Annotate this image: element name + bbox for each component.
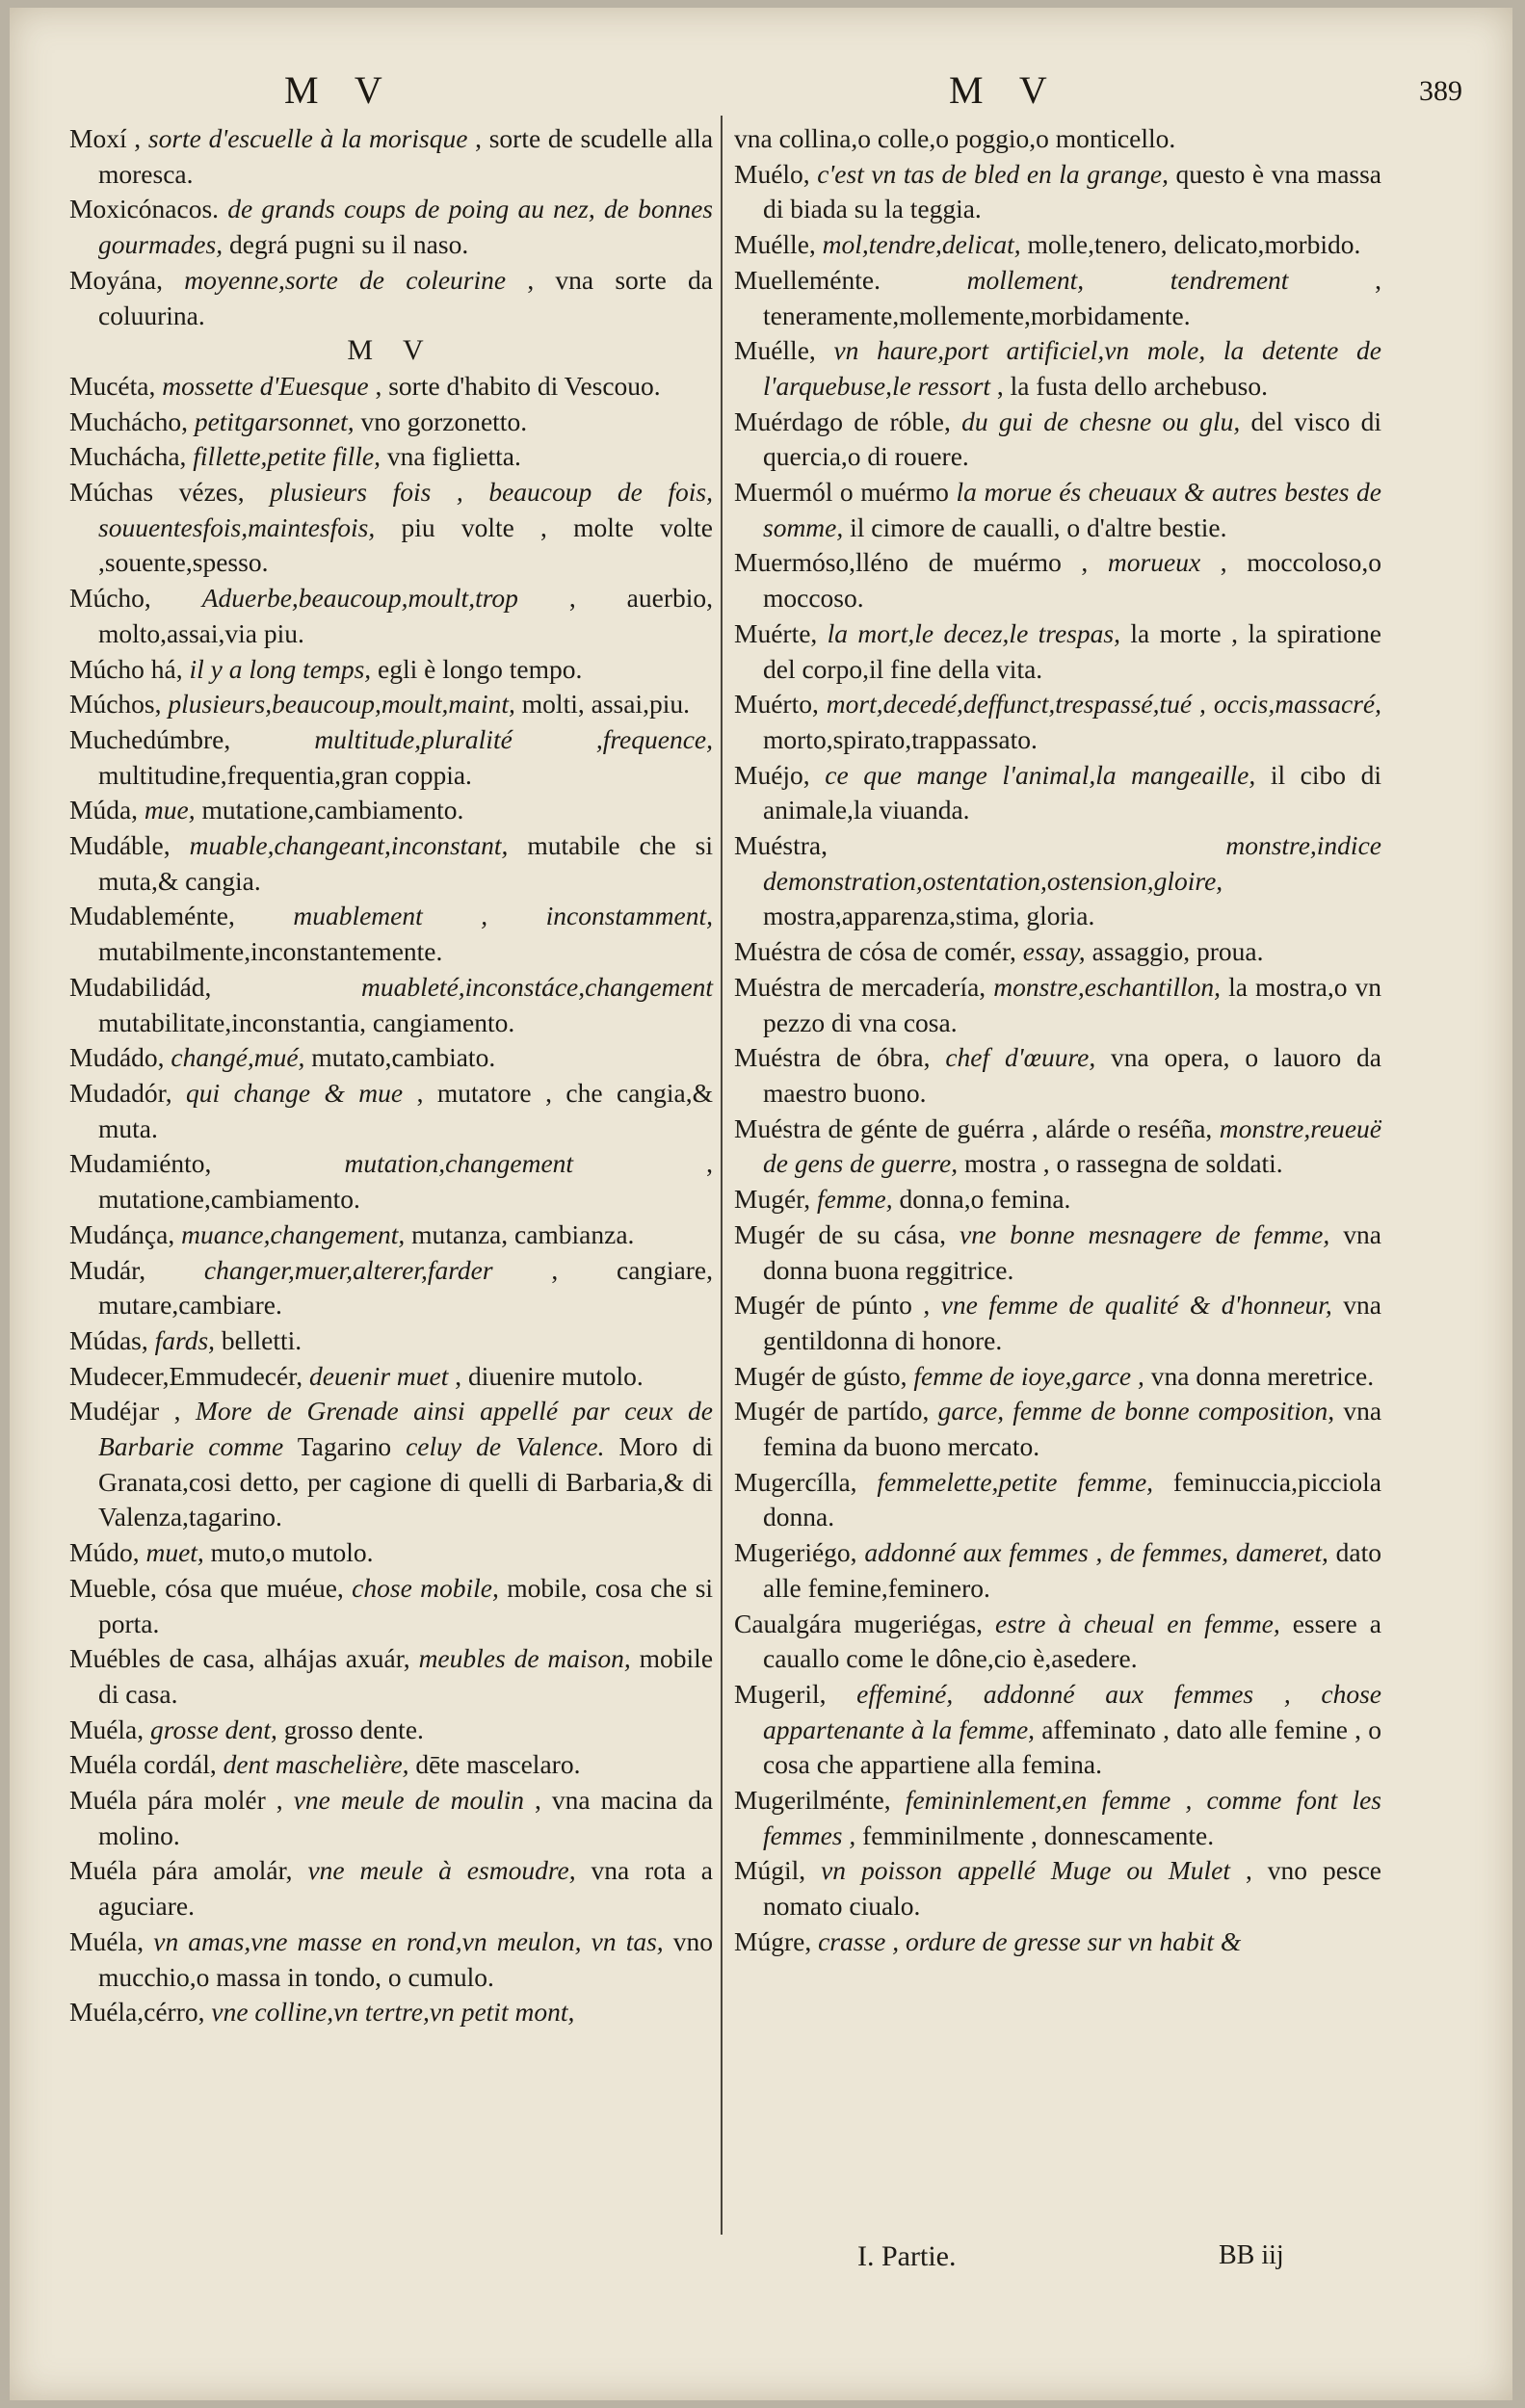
entry-italian: mutato,cambiato. <box>311 1042 496 1073</box>
entry-french: vn amas,vne masse en rond,vn meulon, vn tas, <box>153 1925 664 1956</box>
entry-italian: , mutatore , che cangia,& muta. <box>98 1077 714 1143</box>
dictionary-entry <box>69 1217 713 1253</box>
entry-headword: Múgre, <box>734 1925 812 1956</box>
entry-italian: , vno pesce nomato ciualo. <box>763 1855 1382 1922</box>
entry-french: plusieurs,beaucoup,moult,maint, <box>168 689 515 720</box>
entry-italian: mutabilmente,inconstantemente. <box>98 936 443 967</box>
dictionary-entry <box>69 1995 713 2030</box>
entry-italian: mutabilitate,inconstantia, cangiamento. <box>98 1007 515 1037</box>
entry-italian: dēte mascelaro. <box>415 1749 581 1780</box>
dictionary-entry <box>69 1924 713 1995</box>
dictionary-entry <box>69 1146 713 1217</box>
signature-mark: I. Partie. <box>857 2240 957 2272</box>
entry-french: mol,tendre,delicat, <box>822 229 1021 260</box>
entry-italian: dato alle femine,feminero. <box>763 1537 1382 1603</box>
entry-headword: Muéla,cérro, <box>69 1997 205 2028</box>
entry-headword: Muchácho, <box>69 406 188 436</box>
entry-italian: mobile, cosa che si porta. <box>98 1572 714 1638</box>
dictionary-entry <box>734 934 1381 970</box>
entry-italian: vna opera, o lauoro da maestro buono. <box>763 1042 1381 1108</box>
book-page <box>10 8 1512 2400</box>
entry-italian: vna figlietta. <box>386 441 521 472</box>
entry-headword: Muérte, <box>734 617 818 648</box>
dictionary-entry <box>69 1394 713 1535</box>
dictionary-entry <box>69 1040 713 1076</box>
entry-headword: Muélo, <box>734 158 810 189</box>
entry-french: deuenir muet <box>309 1360 449 1391</box>
entry-headword: Mugér de gústo, <box>734 1360 907 1391</box>
entry-french: vne meule de moulin <box>293 1785 524 1816</box>
entry-headword: Muéstra de mercadería, <box>734 971 986 1002</box>
left-column <box>69 121 713 2030</box>
entry-italian: affeminato , dato alle femine , o cosa che appartiene alla femina. <box>763 1714 1382 1780</box>
entry-french: petitgarsonnet, <box>194 406 355 436</box>
dictionary-entry <box>69 1253 713 1323</box>
entry-french: la morue és cheuaux & autres bestes de somme, <box>763 477 1381 542</box>
entry-headword: Muéjo, <box>734 759 810 790</box>
entry-italian: questo è vna massa di biada su la teggia. <box>763 158 1382 224</box>
entry-headword: Muéla, <box>69 1714 145 1744</box>
entry-headword: Muéla pára amolár, <box>69 1855 293 1886</box>
entry-italian: del visco di quercia,o di rouere. <box>763 406 1382 472</box>
entry-french: qui change & mue <box>186 1077 404 1108</box>
entry-italian: cósa que muéue, <box>165 1572 344 1603</box>
dictionary-entry <box>69 1535 713 1571</box>
entry-headword: Muéla pára molér , <box>69 1785 283 1816</box>
entry-headword: Múchas vézes, <box>69 477 245 508</box>
entry-italian: molle,tenero, delicato,morbido. <box>1027 229 1361 260</box>
entry-french: muable,changeant,inconstant, <box>189 830 509 861</box>
entry-french: la mort,le decez,le trespas, <box>827 617 1120 648</box>
column-divider <box>721 116 723 2235</box>
entry-italian: molti, assai,piu. <box>521 689 690 720</box>
entry-italian: mutatione,cambiamento. <box>201 795 464 825</box>
dictionary-entry <box>734 333 1381 404</box>
entry-french: More de Grenade ainsi appellé par ceux de Barbarie comme <box>98 1396 713 1462</box>
dictionary-entry <box>69 369 713 405</box>
entry-french: mossette d'Euesque <box>162 370 369 401</box>
entry-italian: alárde o reséña, <box>1045 1112 1213 1143</box>
entry-italian: degrá pugni su il naso. <box>228 229 469 260</box>
entry-french: il y a long temps, <box>189 653 372 684</box>
entry-french: effeminé, addonné aux femmes , chose appartenante à la femme, <box>763 1678 1381 1744</box>
entry-french: vn poisson appellé Muge ou Mulet <box>821 1855 1230 1886</box>
dictionary-entry <box>734 687 1381 757</box>
entry-french: de grands coups de poing au nez, de bonnes gourmades, <box>98 194 713 260</box>
leaf-signature: BB iij <box>1219 2240 1284 2270</box>
entry-headword: Múcho, <box>69 583 151 614</box>
entry-french: muableté,inconstáce,changement <box>360 971 713 1002</box>
entry-italian: multitudine,frequentia,gran coppia. <box>98 759 472 790</box>
entry-french: muet, <box>145 1537 204 1568</box>
entry-french: mort,decedé,deffunct,trespassé,tué , occis,massacré, <box>826 689 1381 720</box>
entry-italian: vna donna buona reggitrice. <box>763 1218 1381 1285</box>
dictionary-entry <box>69 899 713 969</box>
entry-french: monstre,reueuë de gens de guerre, <box>763 1112 1382 1179</box>
dictionary-entry <box>734 1040 1381 1111</box>
entry-italian: vna femina da buono mercato. <box>763 1396 1382 1462</box>
entry-headword: Muérto, <box>734 689 819 720</box>
entry-italian: piu volte , molte volte ,souente,spesso. <box>98 511 713 578</box>
dictionary-entry <box>734 263 1381 333</box>
dictionary-entry <box>69 970 713 1040</box>
entry-italian: donna,o femina. <box>899 1184 1071 1215</box>
entry-headword: Mudéjar , <box>69 1396 181 1426</box>
entry-italian: vna rota a aguciare. <box>98 1855 714 1922</box>
dictionary-entry <box>734 1465 1381 1535</box>
entry-french: fards, <box>154 1324 216 1355</box>
entry-french: chose mobile, <box>352 1572 499 1603</box>
entry-italian: mostra,apparenza,stima, gloria. <box>763 901 1095 931</box>
entry-headword: Muchácha, <box>69 441 187 472</box>
entry-headword: Mudamiénto, <box>69 1148 212 1179</box>
dictionary-entry <box>69 439 713 475</box>
entry-headword: Muélle, <box>734 229 816 260</box>
dictionary-entry <box>69 652 713 688</box>
entry-headword: Muéstra de cósa de comér, <box>734 936 1016 967</box>
entry-headword: Mugér, <box>734 1184 811 1215</box>
dictionary-entry <box>69 1076 713 1146</box>
entry-headword: Mugercílla, <box>734 1466 857 1497</box>
entry-french: sorte d'escuelle à la morisque <box>147 123 468 153</box>
entry-french: meubles de maison, <box>418 1643 631 1674</box>
dictionary-entry <box>734 227 1381 263</box>
dictionary-entry <box>69 121 713 192</box>
entry-headword: Múda, <box>69 795 139 825</box>
dictionary-entry <box>69 793 713 828</box>
entry-italian: mutabile che si muta,& cangia. <box>98 830 714 896</box>
entry-headword: Muéla, <box>69 1925 145 1956</box>
entry-italian: vna donna meretrice. <box>1150 1360 1375 1391</box>
entry-headword: Mugér de partído, <box>734 1396 930 1426</box>
entry-italian: vna gentildonna di honore. <box>763 1290 1382 1355</box>
entry-french: vne femme de qualité & d'honneur, <box>940 1290 1332 1321</box>
dictionary-entry <box>734 1112 1381 1182</box>
entry-headword: Mugér de su cása, <box>734 1218 947 1249</box>
entry-headword: Moxí , <box>69 123 142 153</box>
entry-french: vne colline,vn tertre,vn petit mont, <box>211 1997 575 2028</box>
entry-headword: Muéstra, <box>734 830 828 861</box>
entry-headword: Muéla cordál, <box>69 1749 217 1780</box>
entry-headword: Mugeril, <box>734 1678 827 1709</box>
entry-french: dent maschelière, <box>223 1749 409 1780</box>
entry-italian: il cibo di animale,la viuanda. <box>763 759 1381 825</box>
entry-headword: Moxicónacos. <box>69 194 220 224</box>
entry-french: vn haure,port artificiel,vn mole, la detente de l'arquebuse,le ressort <box>763 335 1381 401</box>
right-column <box>734 121 1381 1960</box>
dictionary-entry <box>734 121 1381 157</box>
entry-italian: mutanza, cambianza. <box>411 1218 635 1249</box>
entry-italian: feminuccia,picciola donna. <box>763 1466 1381 1532</box>
entry-french: femme, <box>816 1184 893 1215</box>
dictionary-entry <box>734 1535 1381 1606</box>
entry-french: muance,changement, <box>181 1218 406 1249</box>
entry-french: ce que mange l'animal,la mangeaille, <box>825 759 1256 790</box>
entry-italian: , sorte d'habito di Vescouo. <box>375 370 661 401</box>
entry-headword: Múcho há, <box>69 653 183 684</box>
page-footer <box>10 2240 1512 2289</box>
entry-french: celuy de Valence. <box>406 1431 605 1462</box>
entry-italian: assaggio, proua. <box>1091 936 1264 967</box>
entry-french: femme de ioye,garce , <box>913 1360 1144 1391</box>
entry-italian: , diuenire mutolo. <box>455 1360 644 1391</box>
entry-headword: Muébles de casa, <box>69 1643 255 1674</box>
dictionary-entry <box>69 263 713 333</box>
entry-headword: Muermóso,lléno de muérmo , <box>734 547 1089 578</box>
entry-headword: Mudáble, <box>69 830 171 861</box>
entry-italian: , auerbio, molto,assai,via piu. <box>98 583 713 648</box>
entry-headword: Mudableménte, <box>69 901 235 931</box>
dictionary-entry <box>69 1783 713 1853</box>
entry-french: multitude,pluralité ,frequence, <box>314 723 713 754</box>
dictionary-entry <box>734 1853 1381 1924</box>
dictionary-entry <box>734 405 1381 475</box>
entry-italian: essere a cauallo come le dône,cio è,asedere. <box>763 1608 1382 1674</box>
dictionary-entry <box>734 616 1381 687</box>
entry-french: muablement , inconstamment, <box>293 901 713 931</box>
entry-french: du gui de chesne ou glu, <box>961 406 1241 436</box>
dictionary-entry <box>734 1924 1381 1960</box>
entry-italian: muto,o mutolo. <box>210 1537 374 1568</box>
entry-french: monstre,indice demonstration,ostentation,ostension,gloire, <box>763 830 1381 896</box>
entry-italian: alhájas axuár, <box>263 1643 410 1674</box>
entry-italian: , cangiare, mutare,cambiare. <box>98 1254 714 1321</box>
header-left: M V <box>284 68 396 112</box>
entry-headword: Mudabilidád, <box>69 971 212 1002</box>
dictionary-entry <box>734 1359 1381 1395</box>
entry-italian: la mostra,o vn pezzo di vna cosa. <box>763 971 1382 1037</box>
entry-italian: egli è longo tempo. <box>378 653 583 684</box>
entry-headword: Mucéta, <box>69 370 156 401</box>
entry-french: mollement, tendrement <box>966 264 1289 295</box>
dictionary-entry <box>69 192 713 262</box>
entry-italian: vno gorzonetto. <box>360 406 528 436</box>
entry-headword: Múdas, <box>69 1324 148 1355</box>
entry-italian: , teneramente,mollemente,morbidamente. <box>763 264 1382 330</box>
entry-headword: Muérdago de róble, <box>734 406 951 436</box>
entry-italian: , vna sorte da coluurina. <box>98 264 713 330</box>
dictionary-entry <box>69 1853 713 1924</box>
entry-headword: Mugér de púnto , <box>734 1290 931 1321</box>
entry-headword: Moyána, <box>69 264 163 295</box>
section-heading: M V <box>347 334 435 367</box>
entry-french: morueux <box>1107 547 1201 578</box>
entry-italian: grosso dente. <box>283 1714 424 1744</box>
dictionary-entry <box>734 545 1381 615</box>
entry-italian: la morte , la spiratione del corpo,il fine della vita. <box>763 617 1381 684</box>
dictionary-entry <box>734 1217 1381 1288</box>
entry-french: changer,muer,alterer,farder <box>203 1254 493 1285</box>
entry-french: garce, femme de bonne composition, <box>937 1396 1335 1426</box>
dictionary-entry <box>734 157 1381 227</box>
dictionary-entry <box>69 1571 713 1641</box>
entry-headword: Mudadór, <box>69 1077 172 1108</box>
entry-french: moyenne,sorte de coleurine <box>184 264 507 295</box>
entry-french: femmelette,petite femme, <box>877 1466 1154 1497</box>
header-right: M V <box>949 68 1061 112</box>
dictionary-entry <box>734 1677 1381 1783</box>
entry-french: plusieurs fois , beaucoup de fois, souuentesfois,maintesfois, <box>98 477 713 542</box>
entry-french: vne meule à esmoudre, <box>307 1855 576 1886</box>
dictionary-entry <box>69 1323 713 1359</box>
entry-italian: femminilmente , donnescamente. <box>862 1819 1215 1850</box>
running-header <box>10 67 1512 116</box>
entry-french: femininlement,en femme , comme font les femmes , <box>763 1785 1381 1850</box>
dictionary-entry <box>734 1394 1381 1464</box>
entry-italian: il cimore de caualli, o d'altre bestie. <box>850 511 1227 542</box>
entry-french: vne bonne mesnagere de femme, <box>960 1218 1330 1249</box>
entry-italian: belletti. <box>221 1324 302 1355</box>
dictionary-entry <box>69 687 713 722</box>
dictionary-entry <box>69 1747 713 1783</box>
entry-headword: Múdo, <box>69 1537 140 1568</box>
entry-italian: , sorte de scudelle alla moresca. <box>98 123 714 189</box>
entry-headword: Muéstra de génte de guérra , <box>734 1112 1039 1143</box>
dictionary-entry <box>734 1182 1381 1217</box>
entry-headword: Muelleménte. <box>734 264 881 295</box>
entry-headword: Múgil, <box>734 1855 806 1886</box>
dictionary-entry <box>734 828 1381 934</box>
page-number: 389 <box>1419 75 1462 107</box>
dictionary-entry <box>69 1713 713 1748</box>
entry-french: monstre,eschantillon, <box>993 971 1222 1002</box>
entry-italian: mostra , o rassegna de soldati. <box>964 1148 1283 1179</box>
entry-italian: , la fusta dello archebuso. <box>996 370 1268 401</box>
dictionary-entry <box>69 581 713 651</box>
entry-french: crasse , ordure de gresse sur vn habit & <box>818 1925 1242 1956</box>
entry-french: chef d'œuure, <box>945 1042 1096 1073</box>
entry-headword: Mugerilménte, <box>734 1785 891 1816</box>
dictionary-entry <box>69 722 713 793</box>
entry-french: essay, <box>1022 936 1086 967</box>
dictionary-entry <box>69 1641 713 1712</box>
entry-headword: Caualgára mugeriégas, <box>734 1608 984 1638</box>
dictionary-entry <box>734 970 1381 1040</box>
entry-french: c'est vn tas de bled en la grange, <box>817 158 1169 189</box>
entry-french: mutation,changement <box>344 1148 574 1179</box>
entry-french: Aduerbe,beaucoup,moult,trop <box>201 583 518 614</box>
entry-headword: Muermól o muérmo <box>734 477 949 508</box>
entry-headword: Mugeriégo, <box>734 1537 857 1568</box>
entry-french: changé,mué, <box>171 1042 305 1073</box>
dictionary-entry <box>734 475 1381 545</box>
dictionary-entry <box>69 1359 713 1395</box>
entry-headword: Mudár, <box>69 1254 146 1285</box>
entry-italian: vno mucchio,o massa in tondo, o cumulo. <box>98 1925 714 1992</box>
dictionary-entry <box>734 1607 1381 1677</box>
dictionary-entry <box>69 405 713 440</box>
entry-french: mue, <box>144 795 196 825</box>
entry-continuation: vna collina,o colle,o poggio,o monticello. <box>734 123 1176 153</box>
entry-french: fillette,petite fille, <box>193 441 381 472</box>
entry-italian: , mutatione,cambiamento. <box>98 1148 714 1215</box>
dictionary-entry <box>69 475 713 581</box>
dictionary-entry <box>734 1288 1381 1358</box>
entry-french: addonné aux femmes , de femmes, dameret, <box>864 1537 1328 1568</box>
entry-italian: Tagarino <box>297 1431 392 1462</box>
entry-headword: Múchos, <box>69 689 162 720</box>
entry-headword: Mudánça, <box>69 1218 175 1249</box>
entry-headword: Muélle, <box>734 335 816 366</box>
entry-italian: mobile di casa. <box>98 1643 714 1709</box>
entry-italian: Moro di Granata,cosi detto, per cagione di quelli di Barbaria,& di Valenza,tagarino. <box>98 1431 713 1532</box>
entry-french: estre à cheual en femme, <box>994 1608 1280 1638</box>
dictionary-entry <box>69 828 713 899</box>
entry-french: grosse dent, <box>150 1714 277 1744</box>
entry-headword: Mueble, <box>69 1572 157 1603</box>
entry-headword: Mudádo, <box>69 1042 165 1073</box>
entry-headword: Mudecer,Emmudecér, <box>69 1360 303 1391</box>
entry-italian: , moccoloso,o moccoso. <box>763 547 1382 614</box>
dictionary-entry <box>734 1783 1381 1853</box>
entry-headword: Muéstra de óbra, <box>734 1042 931 1073</box>
entry-italian: , vna macina da molino. <box>98 1785 714 1850</box>
entry-italian: morto,spirato,trappassato. <box>763 723 1038 754</box>
entry-headword: Muchedúmbre, <box>69 723 231 754</box>
dictionary-entry <box>734 758 1381 828</box>
